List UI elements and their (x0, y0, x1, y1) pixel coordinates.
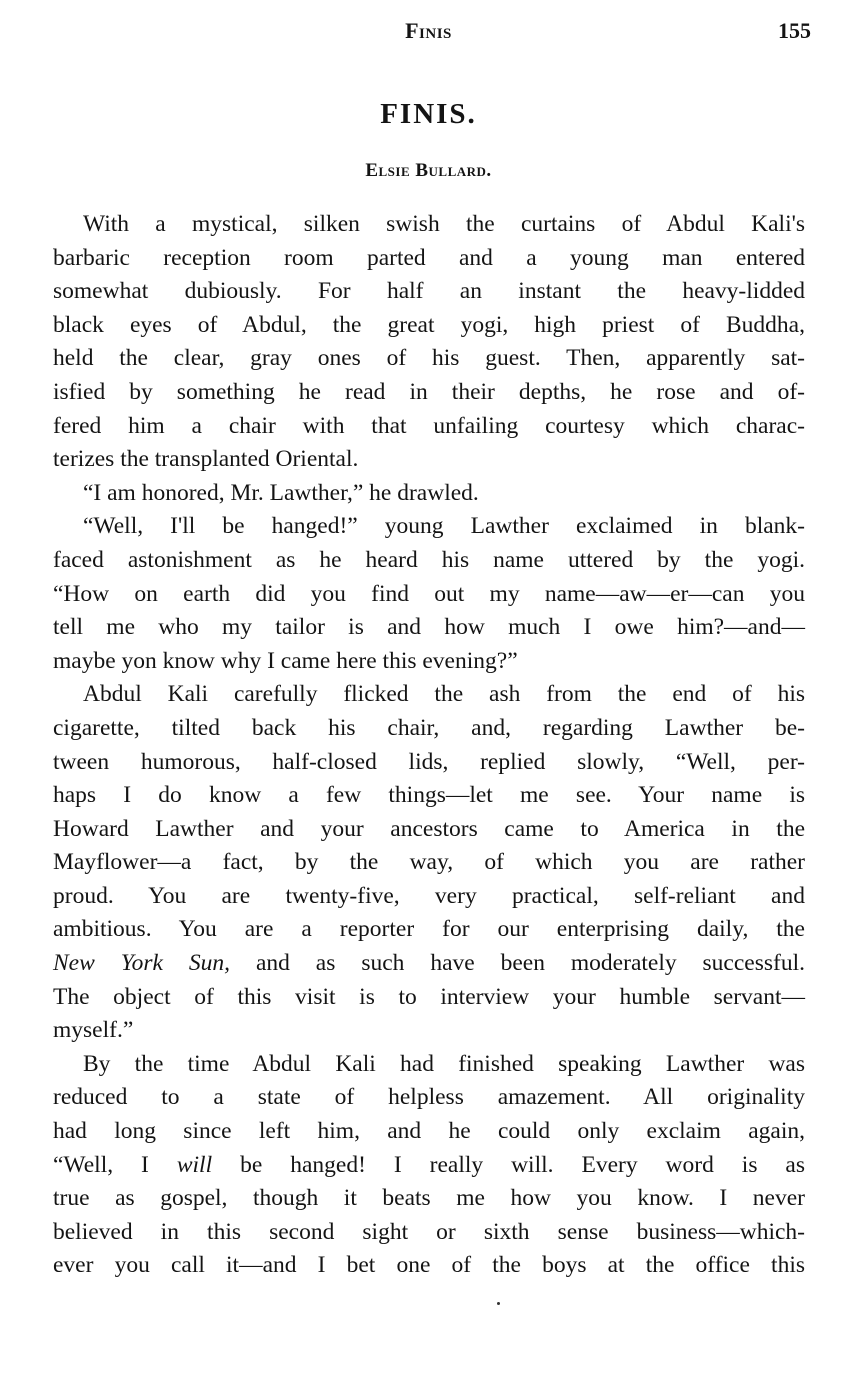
text-line: cigarette, tilted back his chair, and, regarding Lawther be- (53, 714, 805, 741)
story-body (53, 208, 805, 1283)
text-line: held the clear, gray ones of his guest. Then, apparently sat- (53, 345, 805, 372)
italic-newspaper-name: New York Sun, (53, 950, 231, 977)
text-line: black eyes of Abdul, the great yogi, high priest of Buddha, (53, 311, 805, 338)
text-line: barbaric reception room parted and a young man entered (53, 244, 805, 271)
running-title: Finis (405, 18, 452, 43)
text-line: somewhat dubiously. For half an instant the heavy-lidded (53, 278, 805, 305)
text-line-with-italic (53, 1149, 805, 1183)
text-line: terizes the transplanted Oriental. (53, 446, 359, 473)
text-line: maybe yon know why I came here this evening?” (53, 647, 518, 674)
text-line: proud. You are twenty-five, very practical, self-reliant and (53, 882, 805, 909)
text-run: “Well, I (53, 1151, 177, 1178)
paragraph (53, 510, 805, 678)
text-line: reduced to a state of helpless amazement. All originality (53, 1084, 805, 1111)
text-line: ever you call it—and I bet one of the boys at the office this (53, 1252, 805, 1279)
text-line: myself.” (53, 1017, 134, 1044)
text-line: fered him a chair with that unfailing courtesy which charac- (53, 412, 805, 439)
text-line: ambitious. You are a reporter for our enterprising daily, the (53, 916, 805, 943)
text-line: “How on earth did you find out my name—aw—er—can you (53, 580, 805, 607)
text-line-with-italic (53, 947, 805, 981)
text-run: be hanged! I really will. Every word is as (212, 1151, 806, 1178)
text-line: had long since left him, and he could only exclaim again, (53, 1118, 805, 1145)
text-line: haps I do know a few things—let me see. Your name is (53, 782, 805, 809)
paragraph (53, 678, 805, 1048)
print-speck (497, 1302, 500, 1305)
text-line: tween humorous, half-closed lids, replied slowly, “Well, per- (53, 748, 805, 775)
paragraph (53, 1048, 805, 1283)
italic-emphasis: will (176, 1151, 213, 1178)
text-line: “I am honored, Mr. Lawther,” he drawled. (83, 479, 479, 506)
story-title: FINIS. (380, 98, 477, 130)
text-line: Howard Lawther and your ancestors came to America in the (53, 815, 805, 842)
author-byline: Elsie Bullard. (365, 160, 492, 181)
text-line: true as gospel, though it beats me how you know. I never (53, 1185, 805, 1212)
text-line: With a mystical, silken swish the curtains of Abdul Kali's (83, 211, 805, 237)
paragraph (53, 208, 805, 477)
paragraph (53, 477, 805, 511)
text-line: tell me who my tailor is and how much I owe him?—and— (53, 614, 805, 641)
text-line: faced astonishment as he heard his name uttered by the yogi. (53, 546, 805, 573)
text-line: The object of this visit is to interview your humble servant— (53, 983, 805, 1010)
text-line: isfied by something he read in their depths, he rose and of- (53, 378, 805, 405)
text-line: Mayflower—a fact, by the way, of which you are rather (53, 849, 805, 876)
text-line: Abdul Kali carefully flicked the ash from the end of his (83, 681, 805, 708)
text-line: “Well, I'll be hanged!” young Lawther exclaimed in blank- (83, 513, 805, 540)
page-number: 155 (778, 18, 811, 43)
running-head (0, 18, 857, 48)
text-run: and as such have been moderately successful. (230, 950, 805, 977)
text-line: believed in this second sight or sixth sense business—which- (53, 1218, 805, 1245)
text-line: By the time Abdul Kali had finished speaking Lawther was (83, 1050, 805, 1077)
